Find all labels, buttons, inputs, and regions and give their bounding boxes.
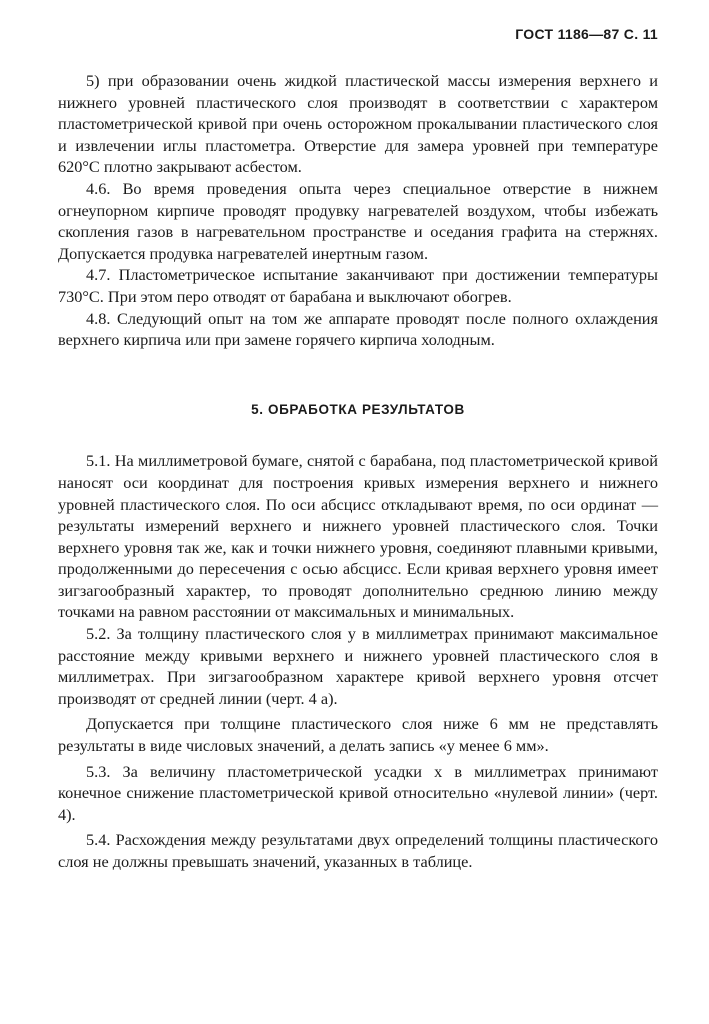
section-title: 5. ОБРАБОТКА РЕЗУЛЬТАТОВ (251, 401, 465, 417)
paragraph-5-1: 5.1. На миллиметровой бумаге, снятой с барабана, под пластометрической кривой наносят оси координат для построения кривых измерения верхнего и нижнего уровней пластического слоя. По оси абсцисс откладывают время, по оси ординат — результаты измерений верхнего и нижнего уровней пластического слоя. Точки верхнего уровня так же, как и точки нижнего уровня, соединяют плавными кривыми, продолженными до пересечения с осью абсцисс. Если кривая верхнего уровня имеет зигзагообразный характер, то проводят дополнительно среднюю линию между точками на равном расстоянии от максимальных и минимальных. (58, 451, 658, 622)
paragraph-4-6: 4.6. Во время проведения опыта через специальное отверстие в нижнем огнеупорном кирпиче проводят продувку нагревателей воздухом, чтобы избежать скопления газов в нагревательном пространстве и оседания графита на стержнях. Допускается продувка нагревателей инертным газом. (58, 178, 658, 263)
paragraph-5-3: 5.3. За величину пластометрической усадки х в миллиметрах принимают конечное снижение пластометрической кривой относительно «нулевой линии» (черт. 4). (58, 761, 658, 824)
paragraph-5-4: 5.4. Расхождения между результатами двух определений толщины пластического слоя не должны превышать значений, указанных в таблице. (58, 830, 658, 871)
paragraph-4-8: 4.8. Следующий опыт на том же аппарате проводят после полного охлаждения верхнего кирпича или при замене горячего кирпича холодным. (58, 308, 658, 350)
running-header: ГОСТ 1186—87 С. 11 (515, 26, 658, 42)
document-page (58, 26, 658, 1006)
paragraph-5-2-note: Допускается при толщине пластического слоя ниже 6 мм не представлять результаты в виде числовых значений, а делать запись «у менее 6 мм». (58, 714, 658, 756)
paragraph-item-5: 5) при образовании очень жидкой пластической массы измерения верхнего и нижнего уровней пластического слоя производят в соответствии с характером пластометрической кривой при очень осторожном прокалывании пластического слоя и извлечении иглы пластометра. Отверстие для замера уровней при температуре 620°С плотно закрывают асбестом. (58, 71, 658, 177)
document-body (58, 70, 658, 873)
paragraph-4-7: 4.7. Пластометрическое испытание заканчивают при достижении температуры 730°С. При этом перо отводят от барабана и выключают обогрев. (58, 265, 658, 306)
paragraph-5-2: 5.2. За толщину пластического слоя у в миллиметрах принимают максимальное расстояние между кривыми верхнего и нижнего уровней пластического слоя в миллиметрах. При зигзагообразном характере кривой верхнего уровня отсчет производят от средней линии (черт. 4 а). (58, 624, 658, 708)
